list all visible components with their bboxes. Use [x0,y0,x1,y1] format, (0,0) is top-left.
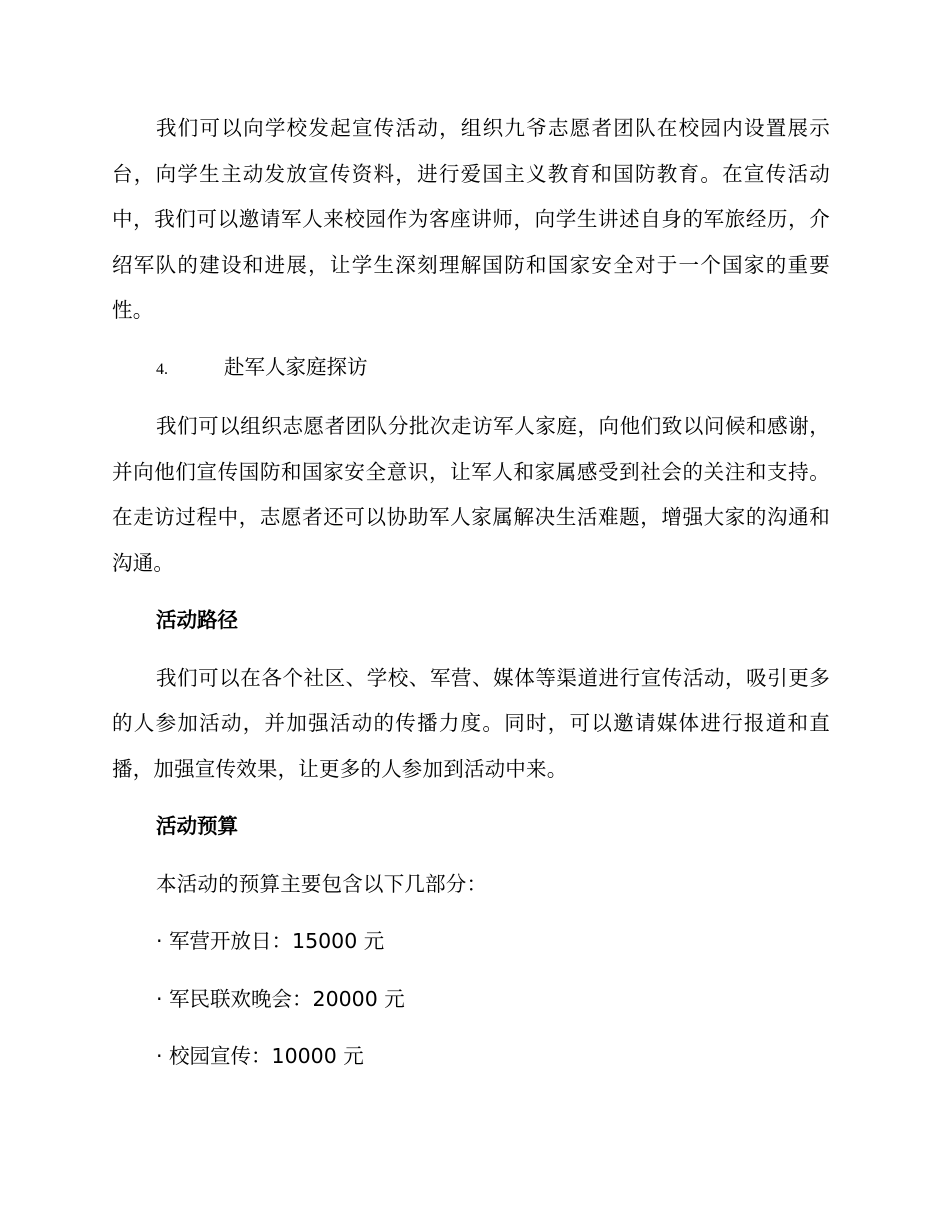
paragraph-activity-path: 我们可以在各个社区、学校、军营、媒体等渠道进行宣传活动，吸引更多的人参加活动，并加强活动的传播力度。同时，可以邀请媒体进行报道和直播，加强宣传效果，让更多的人参加到活动中来。 [112,665,830,781]
item-title: 赴军人家庭探访 [224,354,368,379]
budget-item-open-day: · 军营开放日：15000 元 [156,929,385,953]
paragraph-school-campaign: 我们可以向学校发起宣传活动，组织九爷志愿者团队在校园内设置展示台，向学生主动发放宣传资料，进行爱国主义教育和国防教育。在宣传活动中，我们可以邀请军人来校园作为客座讲师，向学生讲述自身的军旅经历，介绍军队的建设和进展，让学生深刻理解国防和国家安全对于一个国家的重要性。 [112,116,830,322]
paragraph-budget-intro: 本活动的预算主要包含以下几部分： [156,871,488,896]
heading-activity-budget: 活动预算 [156,814,238,838]
item-heading-family-visit [112,345,830,393]
budget-item-campus: · 校园宣传：10000 元 [156,1044,364,1068]
heading-activity-path: 活动路径 [156,608,238,632]
budget-item-gala: · 军民联欢晚会：20000 元 [156,986,405,1011]
paragraph-family-visit: 我们可以组织志愿者团队分批次走访军人家庭，向他们致以问候和感谢，并向他们宣传国防和国家安全意识，让军人和家属感受到社会的关注和支持。在走访过程中，志愿者还可以协助军人家属解决生活难题，增强大家的沟通和沟通。 [112,414,830,575]
item-number: 4. [156,360,168,378]
